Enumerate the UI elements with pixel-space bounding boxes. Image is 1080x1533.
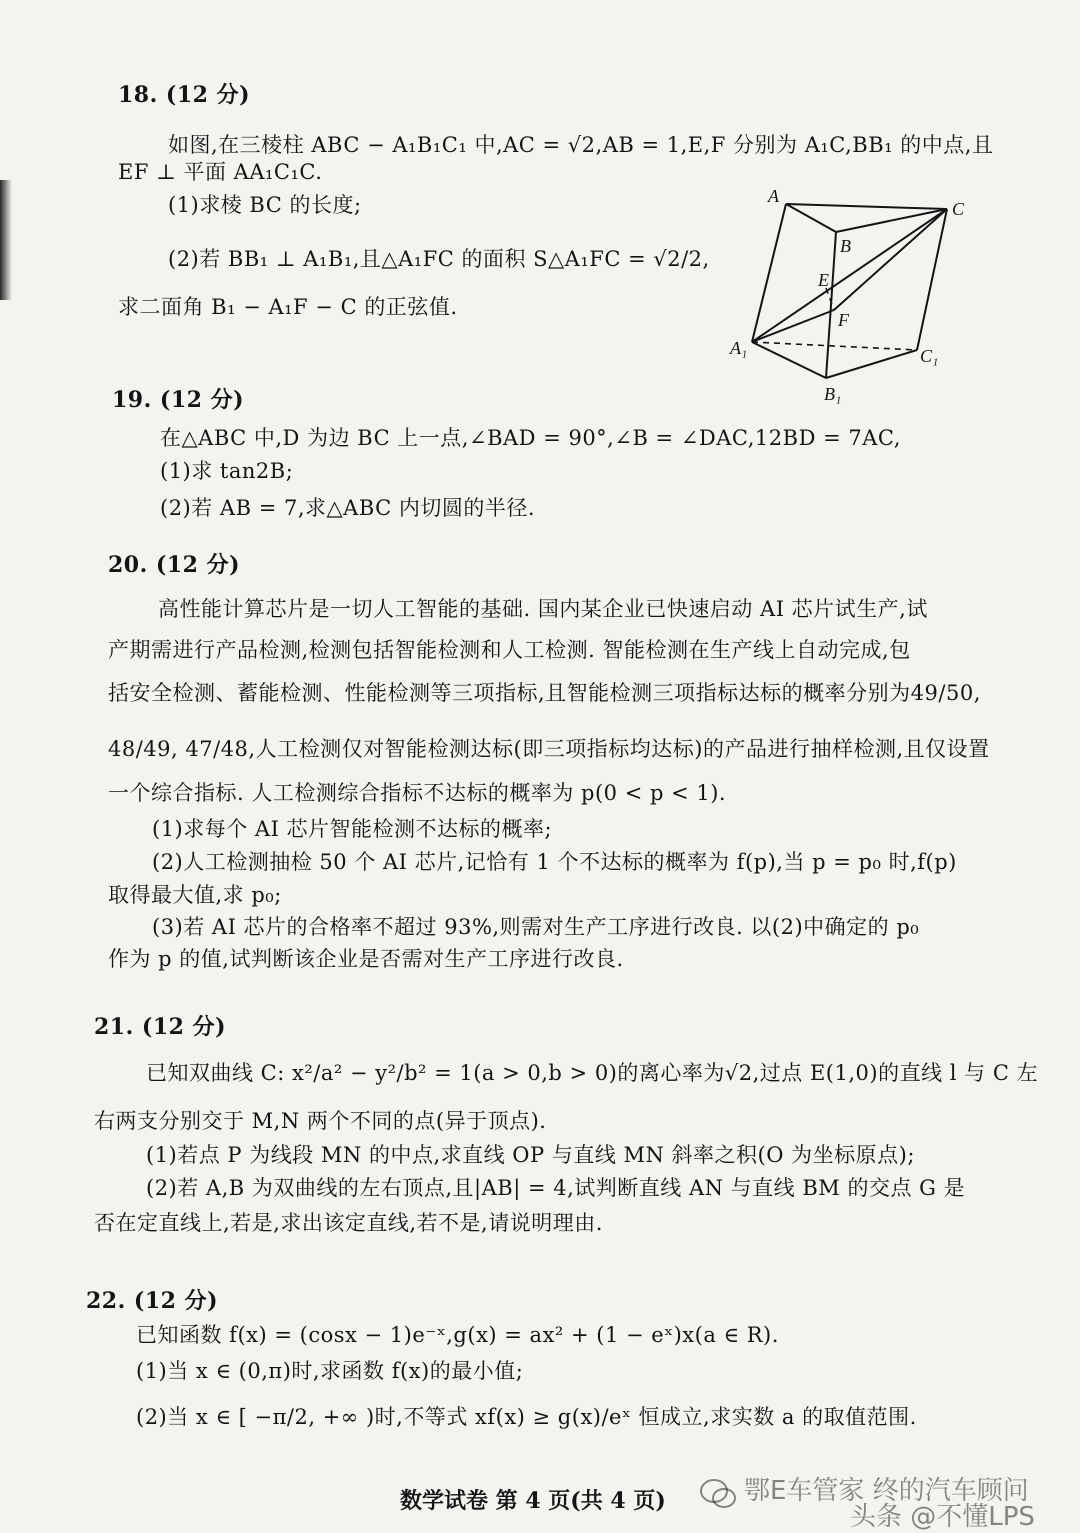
watermark-line-2: 头条 @不懂LPS [850, 1502, 1035, 1532]
q20-heading: 20. (12 分) [108, 552, 241, 578]
q20-line-3: 括安全检测、蓄能检测、性能检测等三项指标,且智能检测三项指标达标的概率分别为49/50, [108, 681, 981, 705]
label-b: B [840, 236, 851, 256]
scan-edge-shadow [0, 180, 12, 300]
watermark-line-1: 鄂E车管家 终的汽车顾问 [744, 1476, 1029, 1506]
label-a1: A₁ [730, 338, 748, 358]
q19-line-1: 在△ABC 中,D 为边 BC 上一点,∠BAD = 90°,∠B = ∠DAC,12BD = 7AC, [160, 426, 901, 450]
q21-line-1: 已知双曲线 C: x²/a² − y²/b² = 1(a > 0,b > 0)的离心率为√2,过点 E(1,0)的直线 l 与 C 左 [146, 1061, 1039, 1085]
segment-fc [834, 209, 947, 310]
label-c: C [952, 199, 965, 219]
edge-bb1 [826, 232, 836, 378]
label-b1: B₁ [824, 384, 842, 404]
q22-heading: 22. (12 分) [86, 1288, 219, 1314]
q18-heading: 18. (12 分) [118, 82, 251, 108]
q21-line-4: (2)若 A,B 为双曲线的左右顶点,且|AB| = 4,试判断直线 AN 与直线 BM 的交点 G 是 [146, 1176, 966, 1200]
q21-line-2: 右两支分别交于 M,N 两个不同的点(异于顶点). [94, 1109, 547, 1133]
q21-line-3: (1)若点 P 为线段 MN 的中点,求直线 OP 与直线 MN 斜率之积(O 为坐标原点); [146, 1143, 915, 1167]
edge-cc1 [917, 209, 947, 350]
q19-line-3: (2)若 AB = 7,求△ABC 内切圆的半径. [160, 496, 536, 520]
edge-b1c1 [826, 350, 917, 378]
edge-ab [786, 204, 836, 232]
q20-line-6: (1)求每个 AI 芯片智能检测不达标的概率; [152, 817, 553, 841]
label-f: F [838, 310, 849, 330]
q21-line-5: 否在定直线上,若是,求出该定直线,若不是,请说明理由. [94, 1211, 603, 1235]
q18-line-5: 求二面角 B₁ − A₁F − C 的正弦值. [118, 295, 458, 319]
q20-line-8: 取得最大值,求 p₀; [108, 883, 282, 907]
prism-diagram [722, 182, 972, 412]
q18-line-1: 如图,在三棱柱 ABC − A₁B₁C₁ 中,AC = √2,AB = 1,E,F 分别为 A₁C,BB₁ 的中点,且 [168, 133, 994, 157]
edge-a1c1-hidden [752, 342, 917, 350]
q18-line-3: (1)求棱 BC 的长度; [168, 193, 362, 217]
q20-line-10: 作为 p 的值,试判断该企业是否需对生产工序进行改良. [108, 947, 624, 971]
wechat-icon [698, 1474, 738, 1514]
q20-line-4: 48/49, 47/48,人工检测仅对智能检测达标(即三项指标均达标)的产品进行抽样检测,且仅设置 [108, 737, 990, 761]
q19-heading: 19. (12 分) [112, 387, 245, 413]
label-c1: C₁ [920, 346, 939, 366]
q20-line-1: 高性能计算芯片是一切人工智能的基础. 国内某企业已快速启动 AI 芯片试生产,试 [158, 597, 928, 621]
q21-heading: 21. (12 分) [94, 1014, 227, 1040]
q20-line-9: (3)若 AI 芯片的合格率不超过 93%,则需对生产工序进行改良. 以(2)中确定的 p₀ [152, 915, 920, 939]
q18-line-2: EF ⊥ 平面 AA₁C₁C. [118, 160, 323, 184]
edge-a1b1 [752, 342, 826, 378]
q20-line-7: (2)人工检测抽检 50 个 AI 芯片,记恰有 1 个不达标的概率为 f(p),当 p = p₀ 时,f(p) [152, 850, 957, 874]
label-e: E [818, 270, 829, 290]
q20-line-2: 产期需进行产品检测,检测包括智能检测和人工检测. 智能检测在生产线上自动完成,包 [108, 638, 911, 662]
label-a: A [768, 186, 779, 206]
q20-line-5: 一个综合指标. 人工检测综合指标不达标的概率为 p(0 < p < 1). [108, 781, 727, 805]
page-footer: 数学试卷 第 4 页(共 4 页) [400, 1488, 666, 1514]
q22-line-1: 已知函数 f(x) = (cosx − 1)e⁻ˣ,g(x) = ax² + (1 − eˣ)x(a ∈ R). [136, 1323, 779, 1347]
edge-ac [786, 204, 947, 209]
q22-line-2: (1)当 x ∈ (0,π)时,求函数 f(x)的最小值; [136, 1359, 524, 1383]
q19-line-2: (1)求 tan2B; [160, 459, 294, 483]
q22-line-3: (2)当 x ∈ [ −π/2, +∞ )时,不等式 xf(x) ≥ g(x)/eˣ 恒成立,求实数 a 的取值范围. [136, 1405, 917, 1429]
q18-line-4: (2)若 BB₁ ⊥ A₁B₁,且△A₁FC 的面积 S△A₁FC = √2/2, [168, 247, 710, 271]
